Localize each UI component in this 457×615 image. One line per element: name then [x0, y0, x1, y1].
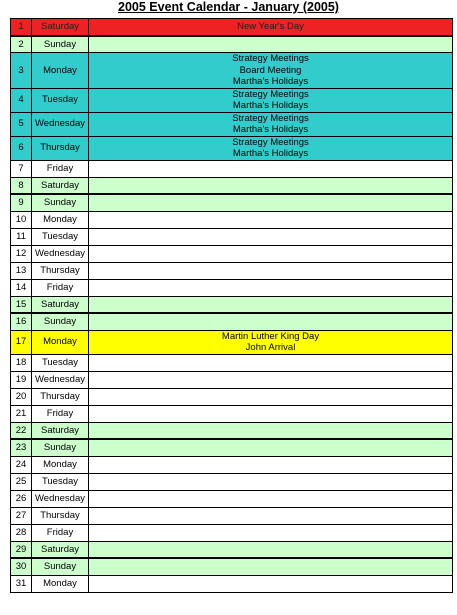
events-cell[interactable]: [89, 490, 453, 507]
weekday-cell[interactable]: Wednesday: [32, 371, 89, 388]
event-entry: Strategy Meetings: [232, 88, 309, 100]
date-number-cell[interactable]: 20: [11, 388, 32, 405]
events-cell[interactable]: [89, 36, 453, 53]
weekday-cell[interactable]: Monday: [32, 53, 89, 89]
weekday-cell[interactable]: Monday: [32, 456, 89, 473]
date-number-cell[interactable]: 7: [11, 160, 32, 177]
weekday-cell[interactable]: Wednesday: [32, 245, 89, 262]
events-cell[interactable]: [89, 19, 453, 36]
calendar-row: [11, 160, 453, 177]
date-number-cell[interactable]: 4: [11, 88, 32, 112]
events-cell[interactable]: [89, 558, 453, 575]
events-cell[interactable]: [89, 177, 453, 194]
calendar-row: [11, 507, 453, 524]
date-number-cell[interactable]: 13: [11, 262, 32, 279]
calendar-row: [11, 388, 453, 405]
weekday-cell[interactable]: Sunday: [32, 558, 89, 575]
events-cell[interactable]: [89, 262, 453, 279]
weekday-cell[interactable]: Tuesday: [32, 473, 89, 490]
calendar-title: 2005 Event Calendar - January (2005): [118, 0, 339, 14]
weekday-cell[interactable]: Sunday: [32, 439, 89, 456]
event-entry: Martin Luther King Day: [221, 330, 320, 342]
date-number-cell[interactable]: 23: [11, 439, 32, 456]
events-cell[interactable]: [89, 405, 453, 422]
weekday-cell[interactable]: Thursday: [32, 262, 89, 279]
event-entry: Board Meeting: [239, 64, 302, 76]
date-number-cell[interactable]: 8: [11, 177, 32, 194]
events-cell[interactable]: [89, 313, 453, 330]
events-cell[interactable]: [89, 112, 453, 136]
events-cell[interactable]: [89, 53, 453, 89]
events-cell[interactable]: [89, 354, 453, 371]
weekday-cell[interactable]: Wednesday: [32, 490, 89, 507]
calendar-row: [11, 245, 453, 262]
events-cell[interactable]: [89, 245, 453, 262]
weekday-cell[interactable]: Sunday: [32, 194, 89, 211]
weekday-cell[interactable]: Saturday: [32, 422, 89, 439]
weekday-cell[interactable]: Monday: [32, 330, 89, 354]
events-cell[interactable]: [89, 439, 453, 456]
calendar-row: [11, 575, 453, 592]
weekday-cell[interactable]: Thursday: [32, 136, 89, 160]
weekday-cell[interactable]: Wednesday: [32, 112, 89, 136]
weekday-cell[interactable]: Tuesday: [32, 354, 89, 371]
date-number-cell[interactable]: 26: [11, 490, 32, 507]
calendar-row: [11, 36, 453, 53]
weekday-cell[interactable]: Friday: [32, 524, 89, 541]
events-cell[interactable]: [89, 228, 453, 245]
calendar-row: [11, 490, 453, 507]
calendar-row: [11, 371, 453, 388]
calendar-row: [11, 422, 453, 439]
date-number-cell[interactable]: 14: [11, 279, 32, 296]
date-number-cell[interactable]: 25: [11, 473, 32, 490]
calendar-row: [11, 473, 453, 490]
event-entry: Martha's Holidays: [232, 100, 309, 111]
events-cell[interactable]: [89, 296, 453, 313]
calendar-row: [11, 558, 453, 575]
weekday-cell[interactable]: Thursday: [32, 388, 89, 405]
calendar-row: [11, 541, 453, 558]
calendar-row: [11, 194, 453, 211]
date-number-cell[interactable]: 17: [11, 330, 32, 354]
weekday-cell[interactable]: Tuesday: [32, 228, 89, 245]
events-cell[interactable]: [89, 330, 453, 354]
date-number-cell[interactable]: 5: [11, 112, 32, 136]
events-cell[interactable]: [89, 388, 453, 405]
calendar-row: [11, 136, 453, 160]
events-cell[interactable]: [89, 575, 453, 592]
calendar-row: [11, 88, 453, 112]
calendar-row: [11, 279, 453, 296]
date-number-cell[interactable]: 15: [11, 296, 32, 313]
events-cell[interactable]: [89, 194, 453, 211]
calendar-row: [11, 456, 453, 473]
date-number-cell[interactable]: 6: [11, 136, 32, 160]
date-number-cell[interactable]: 24: [11, 456, 32, 473]
calendar-row: [11, 439, 453, 456]
event-entry: John Arrival: [245, 342, 296, 353]
date-number-cell[interactable]: 22: [11, 422, 32, 439]
calendar-row: [11, 53, 453, 89]
weekday-cell[interactable]: Friday: [32, 405, 89, 422]
date-number-cell[interactable]: 16: [11, 313, 32, 330]
date-number-cell[interactable]: 18: [11, 354, 32, 371]
events-cell[interactable]: [89, 211, 453, 228]
weekday-cell[interactable]: Friday: [32, 160, 89, 177]
weekday-cell[interactable]: Tuesday: [32, 88, 89, 112]
events-cell[interactable]: [89, 541, 453, 558]
calendar-row: [11, 313, 453, 330]
date-number-cell[interactable]: 21: [11, 405, 32, 422]
date-number-cell[interactable]: 2: [11, 36, 32, 53]
date-number-cell[interactable]: 9: [11, 194, 32, 211]
event-calendar-table: [10, 18, 453, 593]
event-entry: Martha's Holidays: [232, 148, 309, 159]
events-cell[interactable]: [89, 88, 453, 112]
calendar-row: [11, 405, 453, 422]
date-number-cell[interactable]: 11: [11, 228, 32, 245]
events-cell[interactable]: [89, 160, 453, 177]
event-entry: New Year's Day: [237, 21, 304, 32]
date-number-cell[interactable]: 12: [11, 245, 32, 262]
weekday-cell[interactable]: Sunday: [32, 313, 89, 330]
date-number-cell[interactable]: 31: [11, 575, 32, 592]
events-cell[interactable]: [89, 422, 453, 439]
events-cell[interactable]: [89, 279, 453, 296]
weekday-cell[interactable]: Monday: [32, 211, 89, 228]
events-cell[interactable]: [89, 473, 453, 490]
calendar-row: [11, 296, 453, 313]
weekday-cell[interactable]: Thursday: [32, 507, 89, 524]
weekday-cell[interactable]: Saturday: [32, 177, 89, 194]
weekday-cell[interactable]: Monday: [32, 575, 89, 592]
calendar-row: [11, 524, 453, 541]
date-number-cell[interactable]: 28: [11, 524, 32, 541]
events-cell[interactable]: [89, 371, 453, 388]
date-number-cell[interactable]: 1: [11, 19, 32, 36]
calendar-row: [11, 262, 453, 279]
calendar-row: [11, 112, 453, 136]
date-number-cell[interactable]: 10: [11, 211, 32, 228]
event-entry: Strategy Meetings: [232, 112, 309, 124]
events-cell[interactable]: [89, 507, 453, 524]
weekday-cell[interactable]: Saturday: [32, 541, 89, 558]
event-entry: Strategy Meetings: [232, 53, 309, 64]
calendar-row: [11, 177, 453, 194]
events-cell[interactable]: [89, 524, 453, 541]
calendar-row: [11, 354, 453, 371]
weekday-cell[interactable]: Saturday: [32, 19, 89, 36]
weekday-cell[interactable]: Friday: [32, 279, 89, 296]
event-entry: Martha's Holidays: [232, 124, 309, 135]
date-number-cell[interactable]: 30: [11, 558, 32, 575]
event-entry: Strategy Meetings: [232, 136, 309, 148]
event-entry: Martha's Holidays: [232, 76, 309, 87]
calendar-row: [11, 330, 453, 354]
date-number-cell[interactable]: 3: [11, 53, 32, 89]
calendar-row: [11, 228, 453, 245]
date-number-cell[interactable]: 19: [11, 371, 32, 388]
date-number-cell[interactable]: 29: [11, 541, 32, 558]
events-cell[interactable]: [89, 456, 453, 473]
events-cell[interactable]: [89, 136, 453, 160]
calendar-row: [11, 19, 453, 36]
calendar-body: [11, 19, 453, 593]
calendar-row: [11, 211, 453, 228]
weekday-cell[interactable]: Sunday: [32, 36, 89, 53]
date-number-cell[interactable]: 27: [11, 507, 32, 524]
weekday-cell[interactable]: Saturday: [32, 296, 89, 313]
